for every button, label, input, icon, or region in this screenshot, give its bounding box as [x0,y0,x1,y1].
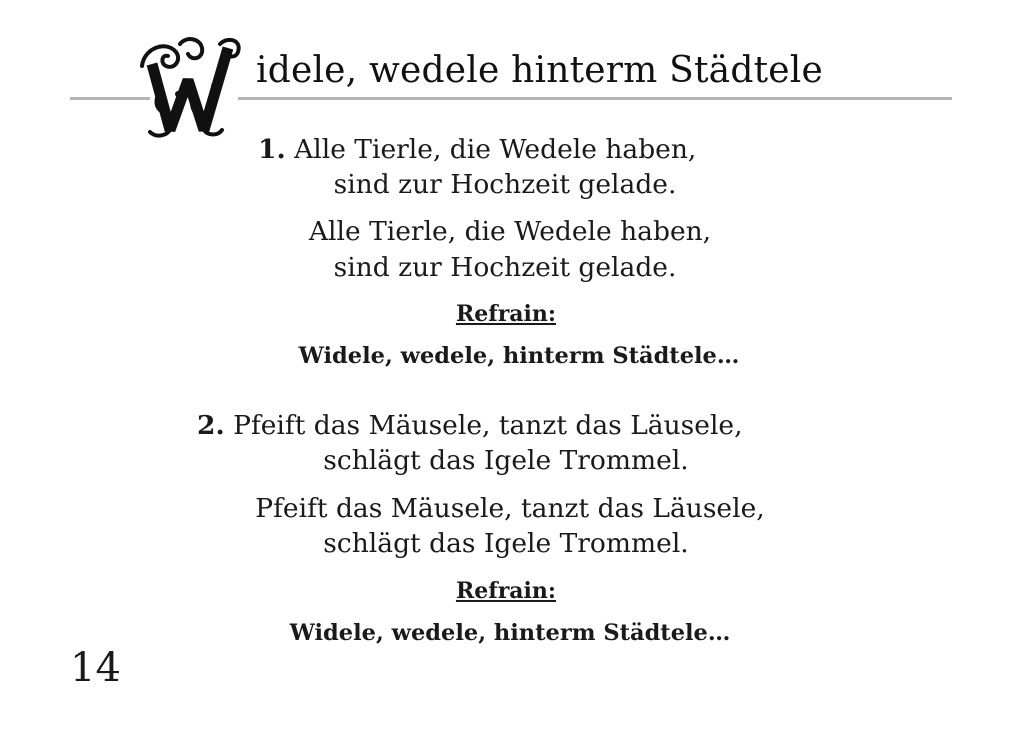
verse-number: 1. [258,134,286,165]
refrain-text: Widele, wedele, hinterm Städtele… [298,343,740,369]
verse-line-text: Pfeift das Mäusele, tanzt das Läusele, [233,410,743,441]
song-title: idele, wedele hinterm Städtele [256,50,823,91]
refrain-text: Widele, wedele, hinterm Städtele… [289,620,731,646]
verse-1-line-3: Alle Tierle, die Wedele haben, [308,216,712,247]
header-rule-right [238,97,952,100]
verse-2-line-4: schlägt das Igele Trommel. [323,528,689,559]
verse-1-line-1 [258,133,696,167]
verse-1-line-4: sind zur Hochzeit gelade. [333,252,677,283]
refrain-label: Refrain: [455,578,557,604]
verse-1-line-2: sind zur Hochzeit gelade. [333,169,677,200]
refrain-label: Refrain: [455,301,557,327]
decorative-initial-w [132,34,244,140]
verse-number: 2. [197,410,225,441]
verse-2-line-1 [197,409,743,443]
verse-2-line-2: schlägt das Igele Trommel. [323,445,689,476]
verse-line-text: Alle Tierle, die Wedele haben, [294,134,697,165]
verse-2-line-3: Pfeift das Mäusele, tanzt das Läusele, [255,493,765,524]
page-number: 14 [70,645,121,691]
